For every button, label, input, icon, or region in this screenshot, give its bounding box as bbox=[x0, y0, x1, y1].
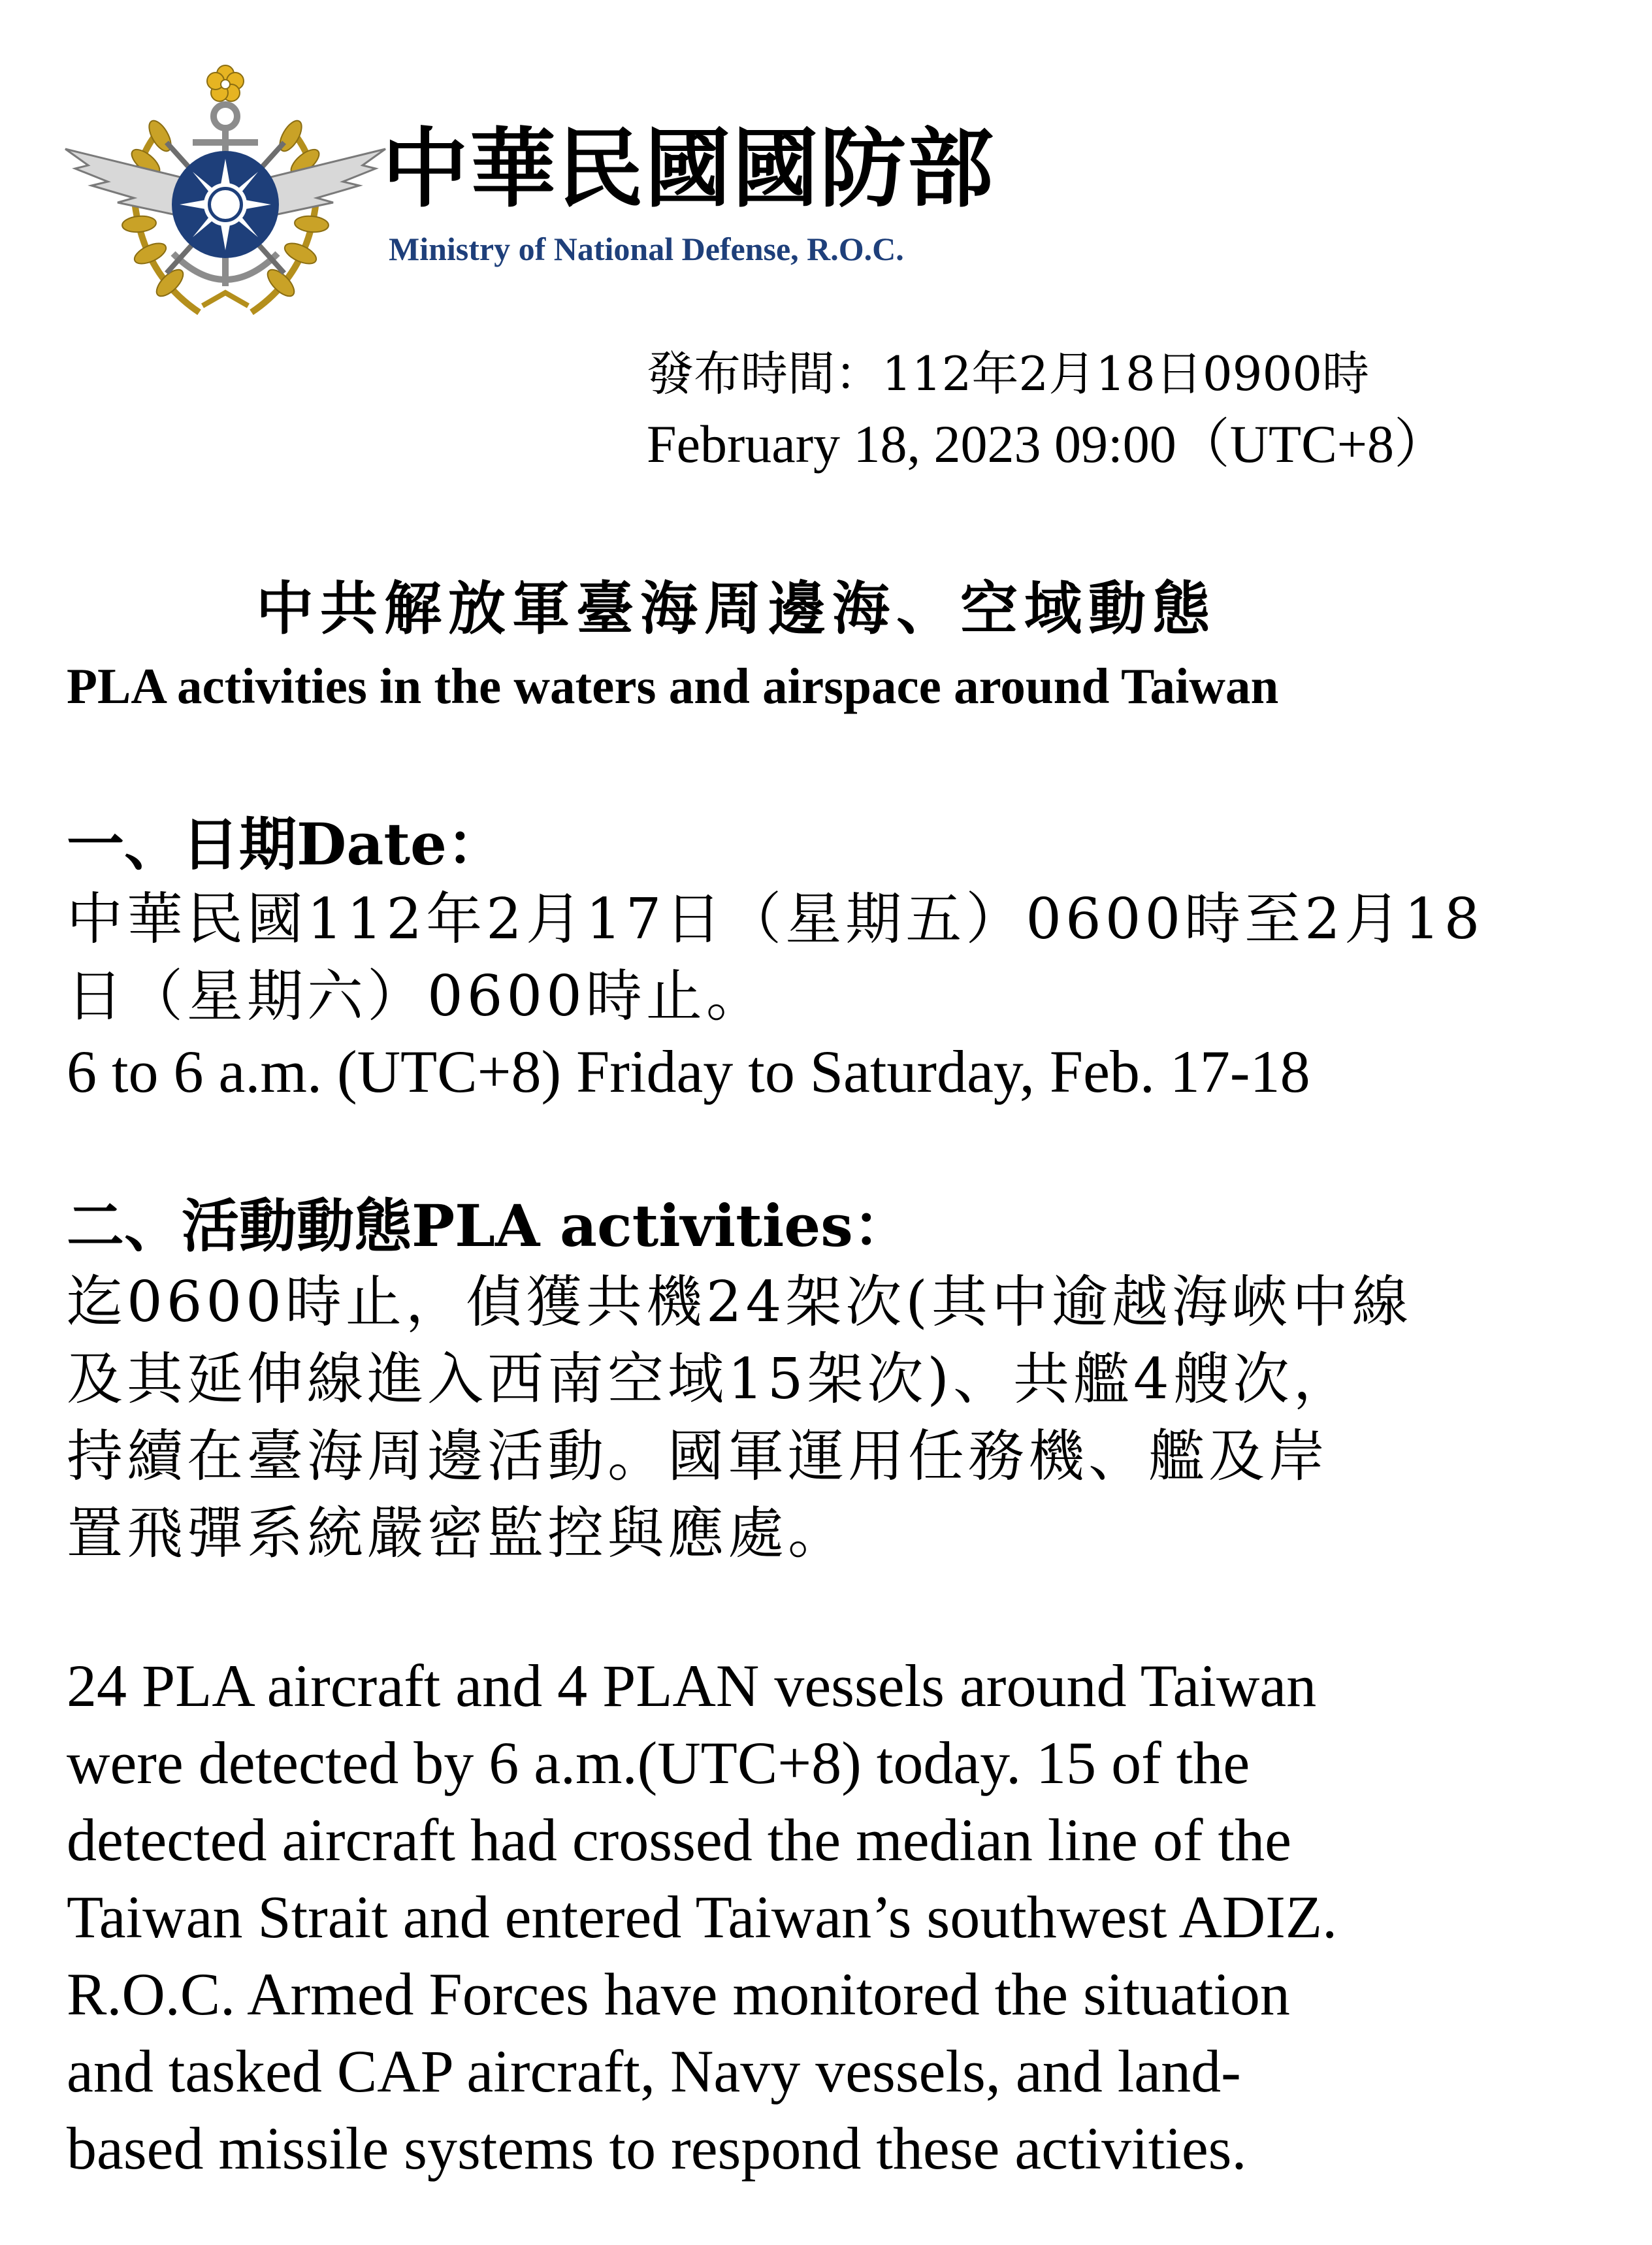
title-en: PLA activities in the waters and airspace around Taiwan bbox=[67, 658, 1279, 714]
section-activities-heading: 二、活動動態PLA activities： bbox=[67, 1192, 911, 1260]
release-time-en: February 18, 2023 09:00（UTC+8） bbox=[647, 414, 1448, 474]
section-activities-zh-line: 及其延伸線進入西南空域15架次)、共艦4艘次， bbox=[67, 1347, 1353, 1412]
section-date-zh-line: 日（星期六）0600時止。 bbox=[67, 964, 766, 1029]
section-date-en: 6 to 6 a.m. (UTC+8) Friday to Saturday, Feb. 17-18 bbox=[67, 1038, 1310, 1105]
mnd-emblem-icon bbox=[62, 57, 389, 319]
release-time-zh: 發布時間：112年2月18日0900時 bbox=[647, 346, 1370, 401]
org-name-zh: 中華民國國防部 bbox=[382, 119, 995, 220]
section-activities-en-line: and tasked CAP aircraft, Navy vessels, and land- bbox=[67, 2038, 1241, 2105]
header bbox=[62, 57, 1107, 325]
section-activities-en-line: Taiwan Strait and entered Taiwan’s southwest ADIZ. bbox=[67, 1884, 1338, 1950]
section-activities-zh-line: 迄0600時止，偵獲共機24架次(其中逾越海峽中線 bbox=[67, 1270, 1412, 1335]
org-name-en: Ministry of National Defense, R.O.C. bbox=[389, 231, 904, 267]
title-zh: 中共解放軍臺海周邊海、空域動態 bbox=[256, 575, 1217, 642]
release-time bbox=[647, 338, 1448, 480]
section-activities-en-line: based missile systems to respond these activities. bbox=[67, 2115, 1247, 2182]
section-activities-en-line: were detected by 6 a.m.(UTC+8) today. 15 of the bbox=[67, 1729, 1250, 1796]
section-date-zh-line: 中華民國112年2月17日（星期五）0600時至2月18 bbox=[67, 887, 1484, 952]
section-date-heading: 一、日期Date： bbox=[67, 810, 504, 878]
section-activities-en-line: 24 PLA aircraft and 4 PLAN vessels around Taiwan bbox=[67, 1652, 1317, 1719]
section-activities-zh-line: 置飛彈系統嚴密監控與應處。 bbox=[67, 1501, 848, 1566]
section-activities-en-line: detected aircraft had crossed the median line of the bbox=[67, 1807, 1291, 1873]
section-activities-en-line: R.O.C. Armed Forces have monitored the situation bbox=[67, 1961, 1290, 2027]
section-activities-zh-line: 持續在臺海周邊活動。國軍運用任務機、艦及岸 bbox=[67, 1424, 1329, 1489]
